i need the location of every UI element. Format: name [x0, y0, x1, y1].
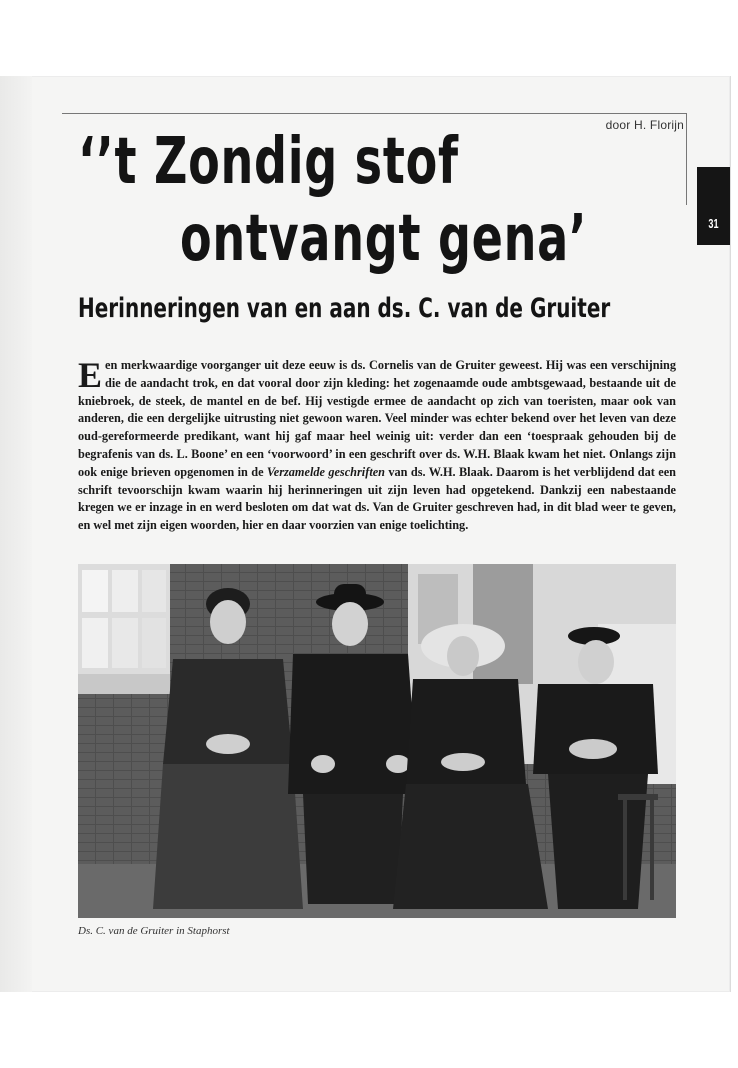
header-rule-vertical: [686, 113, 687, 205]
intro-text-1: en merkwaardige voorganger uit deze eeuw is ds. Cornelis van de Gruiter geweest. Hij was een verschijning die de aandacht trok, en dat vooral door zijn kleding: het zogenaamde oude ambtsgewaad, bestaande uit de kniebroek, de steek, de mantel en de bef. Hij vestigde ermee de aandacht op zich van toeristen, maar ook van anderen, die een dergelijke uitrusting niet gewoon waren. Veel minder was echter bekend over het leven van deze oud-gereformeerde predikant, want hij gaf maar heel weinig uit: verder dan een ‘toespraak gehouden bij de begrafenis van ds. L. Boone’ en een ‘voorwoord’ in een geschrift over ds. W.H. Blaak kwam het niet. Onlangs zijn ook enige brieven opgenomen in de: [78, 358, 676, 479]
header-rule: [62, 113, 687, 114]
page-number-tab: [697, 167, 730, 245]
drop-cap: E: [78, 355, 103, 395]
intro-paragraph: [78, 357, 676, 535]
title-line-1: ‘’t Zondig stof: [78, 125, 459, 199]
photo-caption: Ds. C. van de Gruiter in Staphorst: [78, 925, 230, 937]
byline: door H. Florijn: [605, 118, 684, 132]
group-photo: [78, 564, 676, 918]
page-gutter: [0, 76, 32, 992]
intro-italic-title: Verzamelde geschriften: [266, 464, 386, 479]
subtitle: Herinneringen van en aan ds. C. van de Gruiter: [78, 293, 611, 324]
page-number: 31: [708, 216, 719, 231]
intro-text-2: van ds. W.H. Blaak. Daarom is het verblijdend dat een schrift tevoorschijn kwam waarin hij herinneringen uit zijn leven had opgetekend. Dankzij een nabestaande kregen we er inzage in en werd besloten om dat wat ds. Van de Gruiter geschreven had, in dit blad weer te geven, en wel met zijn eigen woorden, hier en daar voorzien van enige toelichting.: [78, 464, 676, 533]
title-line-2: ontvangt gena’: [180, 202, 588, 276]
